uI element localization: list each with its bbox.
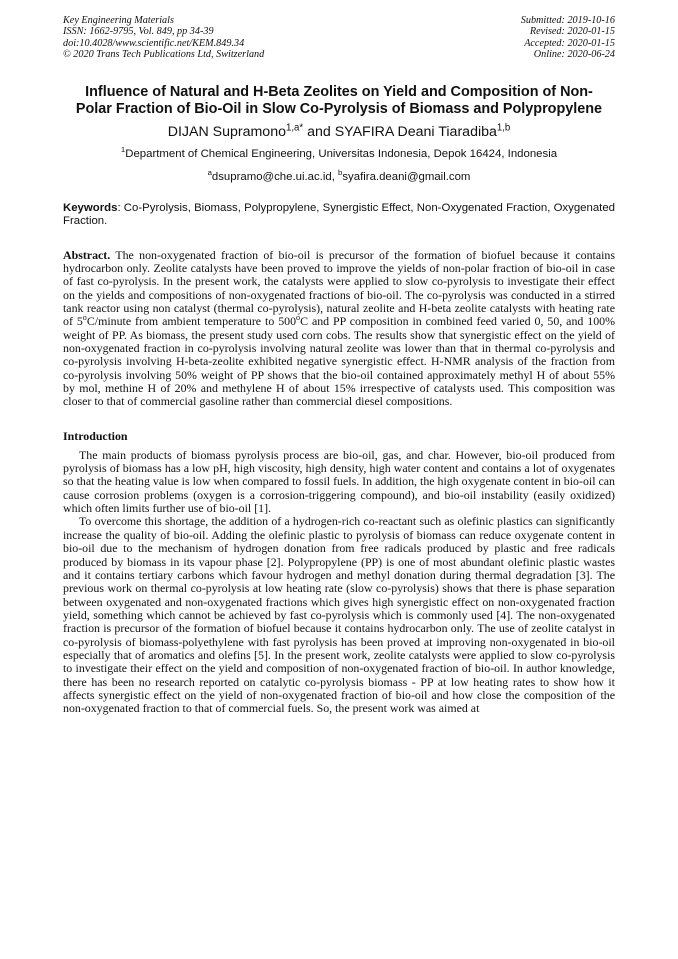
author-line [63, 123, 615, 141]
keywords [63, 202, 615, 229]
keywords-text: : Co-Pyrolysis, Biomass, Polypropylene, Synergistic Effect, Non-Oxygenated Fraction, Oxygenated Fraction. [63, 201, 615, 228]
date-submitted: Submitted: 2019-10-16 [520, 15, 615, 26]
email-a-marker: a [207, 167, 212, 177]
abstract-label: Abstract. [63, 247, 111, 262]
intro-paragraph-1: The main products of biomass pyrolysis process are bio-oil, gas, and char. However, bio-oil produced from pyrolysis of biomass has a low pH, high viscosity, high density, high water content and contains a lot of oxygenates so that the heating value is low when compared to fossil fuels. In addition, the high oxygenate content in bio-oil can cause corrosion problems (oxygen is a corrosion-triggering compound), and bio-oil instability (easily oxidized) which often limits further use of bio-oil [1]. [63, 447, 615, 516]
paper-title: Influence of Natural and H-Beta Zeolites on Yield and Composition of Non-Polar Fraction of Bio-Oil in Slow Co-Pyrolysis of Biomass and Polypropylene [75, 83, 603, 117]
section-heading-introduction: Introduction [63, 428, 128, 443]
journal-doi[interactable]: doi:10.4028/www.scientific.net/KEM.849.34 [63, 37, 245, 49]
author-1: DIJAN Supramono [167, 123, 286, 140]
date-online: Online: 2020-06-24 [533, 49, 615, 61]
abstract [63, 249, 615, 409]
author-1-affil: 1,a* [285, 121, 304, 133]
abstract-text-1: The non-oxygenated fraction of bio-oil is precursor of the formation of biofuel because it contains hydrocarbon only. Zeolite catalysts have been proved to improve the yields of non-polar fraction of bio-oil in case of fast co-pyrolysis. In the present work, the catalysts were applied to slow co-pyrolysis to investigate their effect on the yields and compositions of non-oxygenated fractions of bio-oil. The co-pyrolysis was conducted in a stirred tank reactor using non catalyst (thermal co-pyrolysis), natural zeolite and H-beta zeolite catalysts with heating rate of 5 [63, 247, 615, 329]
affiliation-marker: 1 [120, 144, 126, 154]
affiliation [63, 144, 615, 161]
date-revised: Revised: 2020-01-15 [529, 26, 615, 38]
keywords-label: Keywords [63, 201, 118, 214]
author-emails [63, 167, 615, 184]
abstract-text-3: C and PP composition in combined feed varied 0, 50, and 100% weight of PP. As biomass, the present study used corn cobs. The results show that synergistic effect on the yield of non-oxygenated fraction in co-pyrolysis involving natural zeolite was lower than that in thermal co-pyrolysis and co-pyrolysis involving H-beta-zeolite exhibited negative synergistic effect. H-NMR analysis of the fraction from co-pyrolysis involving 50% weight of PP shows that the bio-oil contained approximately methyl H of about 55% by mol, methine H of 20% and methylene H of about 15% irrespective of catalysts used. This composition was closer to that of commercial gasoline rather than commercial diesel compositions. [63, 314, 616, 409]
author-connector: and [303, 123, 335, 140]
email-b[interactable]: syafira.deani@gmail.com [342, 170, 471, 183]
email-a[interactable]: dsupramo@che.ui.ac.id, [211, 170, 339, 183]
journal-header [63, 15, 615, 61]
degree-mark-1: o [82, 313, 87, 323]
journal-name: Key Engineering Materials [63, 15, 174, 26]
journal-issn: ISSN: 1662-9795, Vol. 849, pp 34-39 [63, 26, 214, 38]
journal-copyright: © 2020 Trans Tech Publications Ltd, Switzerland [63, 49, 265, 61]
date-accepted: Accepted: 2020-01-15 [524, 37, 615, 49]
degree-mark-2: o [296, 313, 301, 323]
email-b-marker: b [338, 167, 343, 177]
affiliation-text: Department of Chemical Engineering, Universitas Indonesia, Depok 16424, Indonesia [125, 147, 558, 160]
abstract-text-2: C/minute from ambient temperature to 500 [86, 314, 297, 329]
intro-paragraph-2: To overcome this shortage, the addition of a hydrogen-rich co-reactant such as olefinic plastics can significantly increase the quality of bio-oil. Adding the olefinic plastic to pyrolysis of biomass can reduce oxygenate content in bio-oil due to the mechanism of hydrogen donation from free radicals produced by plastic and free radicals produced by biomass in its vapour phase [2]. Polypropylene (PP) is one of most abundant olefinic plastic wastes and it contains tertiary carbons which favour hydrogen and methyl donation during thermal degradation [3]. The previous work on thermal co-pyrolysis at low heating rate (slow co-pyrolysis) shows that there is phase separation between oxygenated and non-oxygenated fractions which gives high synergistic effect on non-oxygenated fraction yield, something which cannot be achieved by fast co-pyrolysis which is commonly used [4]. The non-oxygenated fraction is precursor of the formation of biofuel because it contains hydrocarbon only. The use of zeolite catalyst in co-pyrolysis of biomass-polyethylene with fast pyrolysis has been proved at improving non-oxygenated in bio-oil especially that of aromatics and olefins [5]. In the present work, zeolite catalysts were applied to slow co-pyrolysis to investigate their effect on the yield and composition of non-oxygenated fraction of bio-oil. In author knowledge, there has been no research reported on catalytic co-pyrolysis biomass - PP at low heating rates to show how it affects synergistic effect on the yield of non-oxygenated fraction of bio-oil and how close the composition of the non-oxygenated fraction to that of commercial fuels. So, the present work was aimed at [63, 514, 615, 716]
author-2-affil: 1,b [496, 121, 511, 133]
journal-info [63, 15, 264, 61]
publication-dates [521, 15, 615, 61]
author-2: SYAFIRA Deani Tiaradiba [334, 123, 497, 140]
